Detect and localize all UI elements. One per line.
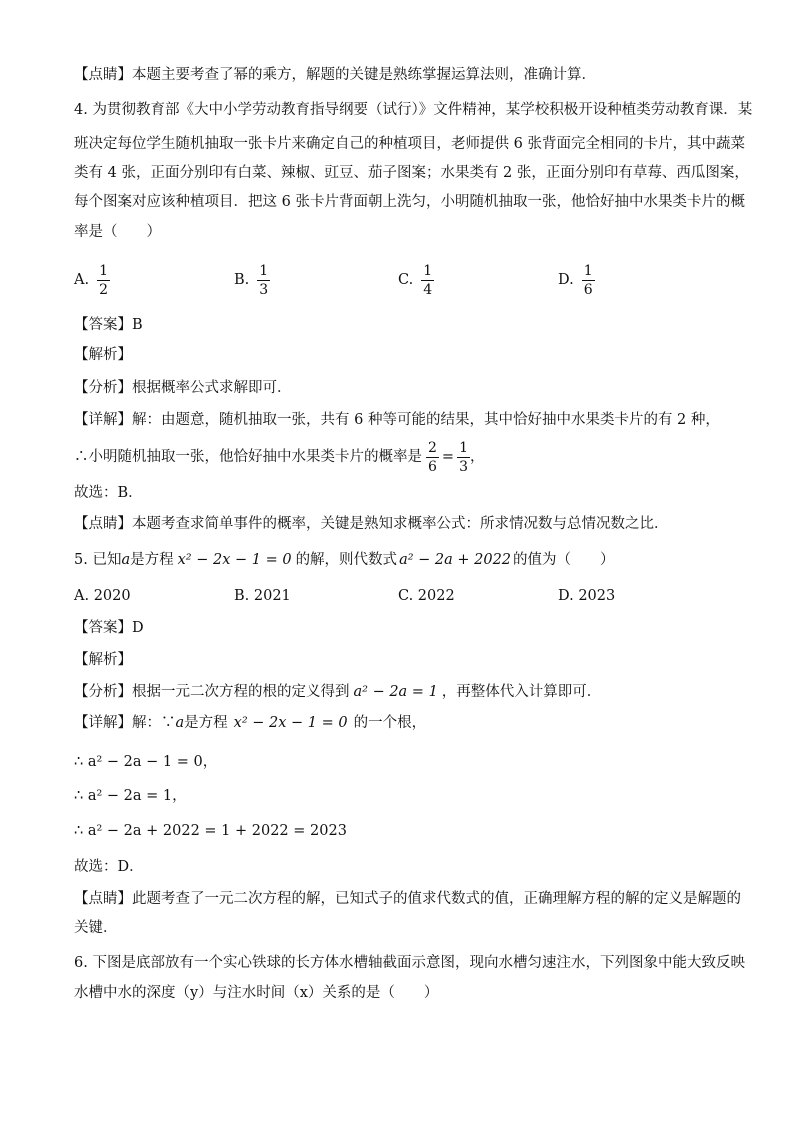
q5-option-d: D. 2023: [558, 588, 616, 604]
q4-stem-line2: 班决定每位学生随机抽取一张卡片来确定自己的种植项目，老师提供 6 张背面完全相同的卡片，其中蔬菜: [74, 136, 745, 152]
q5-jiexi: 【解析】: [74, 652, 132, 668]
q6-stem-line2: 水槽中水的深度（y）与注水时间（x）关系的是（ ）: [74, 985, 439, 1001]
q3-dianjing: 【点睛】本题主要考查了幂的乘方，解题的关键是熟练掌握运算法则，准确计算．: [74, 67, 596, 83]
fraction: $\frac{1}{2}$: [99, 262, 109, 298]
q5-xiangjie: 【详解】解：∵a是方程 x² − 2x − 1 = 0 的一个根，: [74, 715, 427, 731]
fraction: $\frac{2}{6}$: [428, 439, 437, 475]
q5-step2: ∴ a² − 2a = 1，: [74, 788, 187, 804]
q5-step1: ∴ a² − 2a − 1 = 0，: [74, 754, 218, 770]
fraction: $\frac{1}{4}$: [423, 262, 433, 298]
q4-stem-line4: 每个图案对应该种植项目．把这 6 张卡片背面朝上洗匀，小明随机抽取一张，他恰好抽中水果类卡片的概: [74, 194, 745, 210]
q4-fenxi: 【分析】根据概率公式求解即可．: [74, 380, 292, 396]
q5-option-c: C. 2022: [398, 588, 455, 604]
q5-answer: 【答案】D: [74, 620, 144, 636]
q5-step3: ∴ a² − 2a + 2022 = 1 + 2022 = 2023: [74, 823, 347, 839]
q4-option-a: A. $\frac{1}{2}$: [74, 262, 109, 298]
fraction: $\frac{1}{3}$: [259, 262, 269, 298]
q5-guxuan: 故选：D．: [74, 859, 144, 875]
q4-xiangjie: 【详解】解：由题意，随机抽取一张，共有 6 种等可能的结果，其中恰好抽中水果类卡片的有 2 种，: [74, 412, 720, 428]
q5-fenxi: 【分析】根据一元二次方程的根的定义得到 a² − 2a = 1 ，再整体代入计算即可．: [74, 684, 602, 700]
q4-stem-line5: 率是（ ）: [74, 224, 161, 240]
q4-step: ∴小明随机抽取一张，他恰好抽中水果类卡片的概率是 $\frac{2}{6}$ = $\frac{1}{3}$ ，: [74, 439, 485, 475]
q5-option-a: A. 2020: [74, 588, 131, 604]
q5-stem: 5. 已知a是方程 x² − 2x − 1 = 0 的解，则代数式 a² − 2a + 2022 的值为（ ）: [74, 552, 615, 568]
q4-dianjing: 【点睛】本题考查求简单事件的概率，关键是熟知求概率公式：所求情况数与总情况数之比．: [74, 516, 669, 532]
q4-option-b: B. $\frac{1}{3}$: [234, 262, 269, 298]
q4-stem-line1: 4. 为贯彻教育部《大中小学劳动教育指导纲要（试行）》文件精神，某学校积极开设种植类劳动教育课．某: [74, 102, 753, 118]
q6-stem-line1: 6. 下图是底部放有一个实心铁球的长方体水槽轴截面示意图，现向水槽匀速注水，下列图象中能大致反映: [74, 955, 745, 971]
q4-jiexi: 【解析】: [74, 347, 132, 363]
q4-answer: 【答案】B: [74, 317, 143, 333]
q4-option-d: D. $\frac{1}{6}$: [558, 262, 593, 298]
fraction: $\frac{1}{6}$: [583, 262, 593, 298]
q4-stem-line3: 类有 4 张，正面分别印有白菜、辣椒、豇豆、茄子图案；水果类有 2 张，正面分别印有草莓、西瓜图案，: [74, 165, 749, 181]
q5-dianjing-line2: 关键．: [74, 920, 118, 936]
fraction: $\frac{1}{3}$: [459, 439, 468, 475]
q4-guxuan: 故选：B．: [74, 485, 143, 501]
q4-option-c: C. $\frac{1}{4}$: [398, 262, 433, 298]
q5-dianjing-line1: 【点睛】此题考查了一元二次方程的解，已知式子的值求代数式的值，正确理解方程的解的定义是解题的: [74, 891, 741, 907]
q5-option-b: B. 2021: [234, 588, 291, 604]
